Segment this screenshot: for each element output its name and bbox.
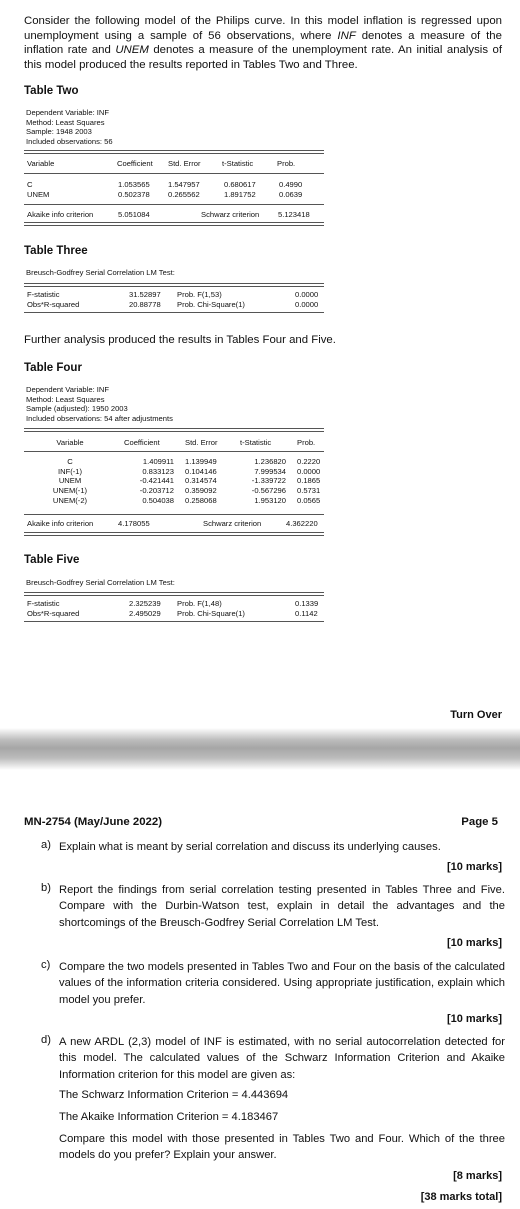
question-d-conclusion: Compare this model with those presented in Tables Two and Four. Which of the three models do you prefer? Explain your answer.	[59, 1133, 505, 1162]
aic-value: 4.178055	[118, 519, 150, 528]
table-rule	[24, 173, 324, 174]
column-header: Std. Error	[185, 438, 218, 447]
question-label-a: a)	[41, 839, 51, 851]
variable-names: C UNEM	[27, 180, 50, 199]
meta-line: Sample (adjusted): 1950 2003	[26, 404, 128, 414]
question-label-d: d)	[41, 1034, 51, 1046]
meta-line: Included observations: 56	[26, 136, 113, 146]
table-rule	[24, 532, 324, 536]
meta-line: Sample: 1948 2003	[26, 127, 92, 137]
table-two-title: Table Two	[24, 85, 79, 97]
column-header: Variable	[56, 438, 84, 447]
table-rule	[24, 621, 324, 622]
prob-labels: Prob. F(1,53) Prob. Chi-Square(1)	[177, 290, 245, 309]
t-statistics: 1.236820 7.999534 -1.339722 -0.567296 1.953120	[251, 457, 286, 505]
intro-unem: UNEM	[115, 44, 149, 57]
std-errors: 1.139949 0.104146 0.314574 0.359092 0.258068	[185, 457, 217, 505]
further-analysis-text: Further analysis produced the results in Tables Four and Five.	[24, 334, 336, 346]
intro-text-3: denotes a measure of the unemployment rate. An initial analysis of this model produced the results reported in Tables Two and Three.	[24, 44, 502, 71]
statistic-labels: F-statistic Obs*R-squared	[27, 599, 80, 618]
meta-line: Method: Least Squares	[26, 394, 105, 404]
akaike-criterion-value: The Akaike Information Criterion = 4.183467	[59, 1111, 279, 1123]
statistic-labels: F-statistic Obs*R-squared	[27, 290, 80, 309]
marks-d: [8 marks]	[453, 1170, 502, 1182]
meta-line: Included observations: 54 after adjustments	[26, 413, 173, 423]
intro-text-1: Consider the following model of the Philips curve. In this model inflation is regressed upon unemployment using a sample of 56 observations, where	[24, 15, 502, 42]
std-errors: 1.547957 0.265562	[168, 180, 200, 199]
table-rule	[24, 283, 324, 287]
table-rule	[24, 592, 324, 596]
page-number: Page 5	[461, 816, 498, 828]
column-header: Coefficient	[117, 159, 153, 168]
intro-text-2: denotes a measure of the inflation rate and	[24, 29, 502, 57]
intro-inf: INF	[337, 29, 356, 42]
schwarz-label: Schwarz criterion	[201, 210, 260, 219]
meta-line: Dependent Variable: INF	[26, 108, 110, 117]
marks-c: [10 marks]	[446, 1013, 502, 1025]
prob-values: 0.0000 0.0000	[295, 290, 319, 309]
marks-a: [10 marks]	[446, 861, 502, 873]
meta-line: Dependent Variable: INF	[26, 385, 110, 394]
coefficients: 1.053565 0.502378	[118, 180, 150, 199]
table-two-rule	[24, 150, 324, 154]
question-c: Compare the two models presented in Tables Two and Four on the basis of the calculated values of the information criteria considered. Using appropriate justification, explain which model you prefer.	[59, 961, 505, 1006]
probabilities: 0.2220 0.0000 0.1865 0.5731 0.0565	[297, 457, 321, 505]
table-rule	[24, 312, 324, 313]
table-four-rule	[24, 428, 324, 432]
question-b: Report the findings from serial correlation testing presented in Tables Three and Five. Compare with the Durbin-Watson test, explain in detail the advantages and the shortcomings of the Breusch-Godfrey Serial Correlation LM Test.	[59, 884, 505, 929]
schwarz-value: 4.362220	[286, 519, 318, 528]
question-a: Explain what is meant by serial correlation and discuss its underlying causes.	[59, 841, 441, 853]
question-d: A new ARDL (2,3) model of INF is estimated, with no serial autocorrelation detected for this model. The calculated values of the Schwarz Information Criterion and Akaike Information criterion for this model are given as:	[59, 1036, 505, 1081]
variable-names: C INF(-1) UNEM UNEM(-1) UNEM(-2)	[52, 457, 88, 505]
test-name: Breusch-Godfrey Serial Correlation LM Test:	[26, 578, 175, 587]
t-statistics: 0.680617 1.891752	[224, 180, 256, 199]
table-five-title: Table Five	[24, 554, 80, 566]
table-rule	[24, 451, 324, 452]
meta-line: Method: Least Squares	[26, 117, 105, 127]
table-rule	[24, 204, 324, 205]
table-three-title: Table Three	[24, 245, 88, 257]
turn-over-note: Turn Over	[450, 709, 502, 721]
schwarz-label: Schwarz criterion	[203, 519, 262, 528]
table-rule	[24, 514, 324, 515]
column-header: Std. Error	[168, 159, 201, 168]
page-break	[0, 728, 520, 770]
course-code: MN-2754 (May/June 2022)	[24, 816, 163, 828]
column-header: Prob.	[297, 438, 316, 447]
table-two-meta	[26, 108, 113, 146]
table-rule	[24, 222, 324, 226]
aic-label: Akaike info criterion	[27, 519, 94, 528]
marks-b: [10 marks]	[446, 937, 502, 949]
column-header: Coefficient	[124, 438, 160, 447]
statistic-values: 2.325239 2.495029	[129, 599, 161, 618]
column-header: Variable	[27, 159, 55, 168]
aic-label: Akaike info criterion	[27, 210, 94, 219]
column-header: t-Statistic	[240, 438, 272, 447]
schwarz-criterion-value: The Schwarz Information Criterion = 4.443694	[59, 1089, 289, 1101]
question-label-c: c)	[41, 959, 51, 971]
prob-labels: Prob. F(1,48) Prob. Chi-Square(1)	[177, 599, 245, 618]
schwarz-value: 5.123418	[278, 210, 310, 219]
table-four-meta	[26, 385, 173, 423]
total-marks: [38 marks total]	[420, 1191, 502, 1203]
table-four-title: Table Four	[24, 362, 82, 374]
statistic-values: 31.52897 20.88778	[129, 290, 161, 309]
column-header: Prob.	[277, 159, 296, 168]
coefficients: 1.409911 0.833123 -0.421441 -0.203712 0.504038	[139, 457, 174, 505]
test-name: Breusch-Godfrey Serial Correlation LM Test:	[26, 268, 175, 277]
probabilities: 0.4990 0.0639	[279, 180, 303, 199]
aic-value: 5.051084	[118, 210, 150, 219]
column-header: t-Statistic	[222, 159, 254, 168]
prob-values: 0.1339 0.1142	[295, 599, 319, 618]
intro-paragraph	[24, 14, 502, 72]
question-label-b: b)	[41, 882, 51, 894]
